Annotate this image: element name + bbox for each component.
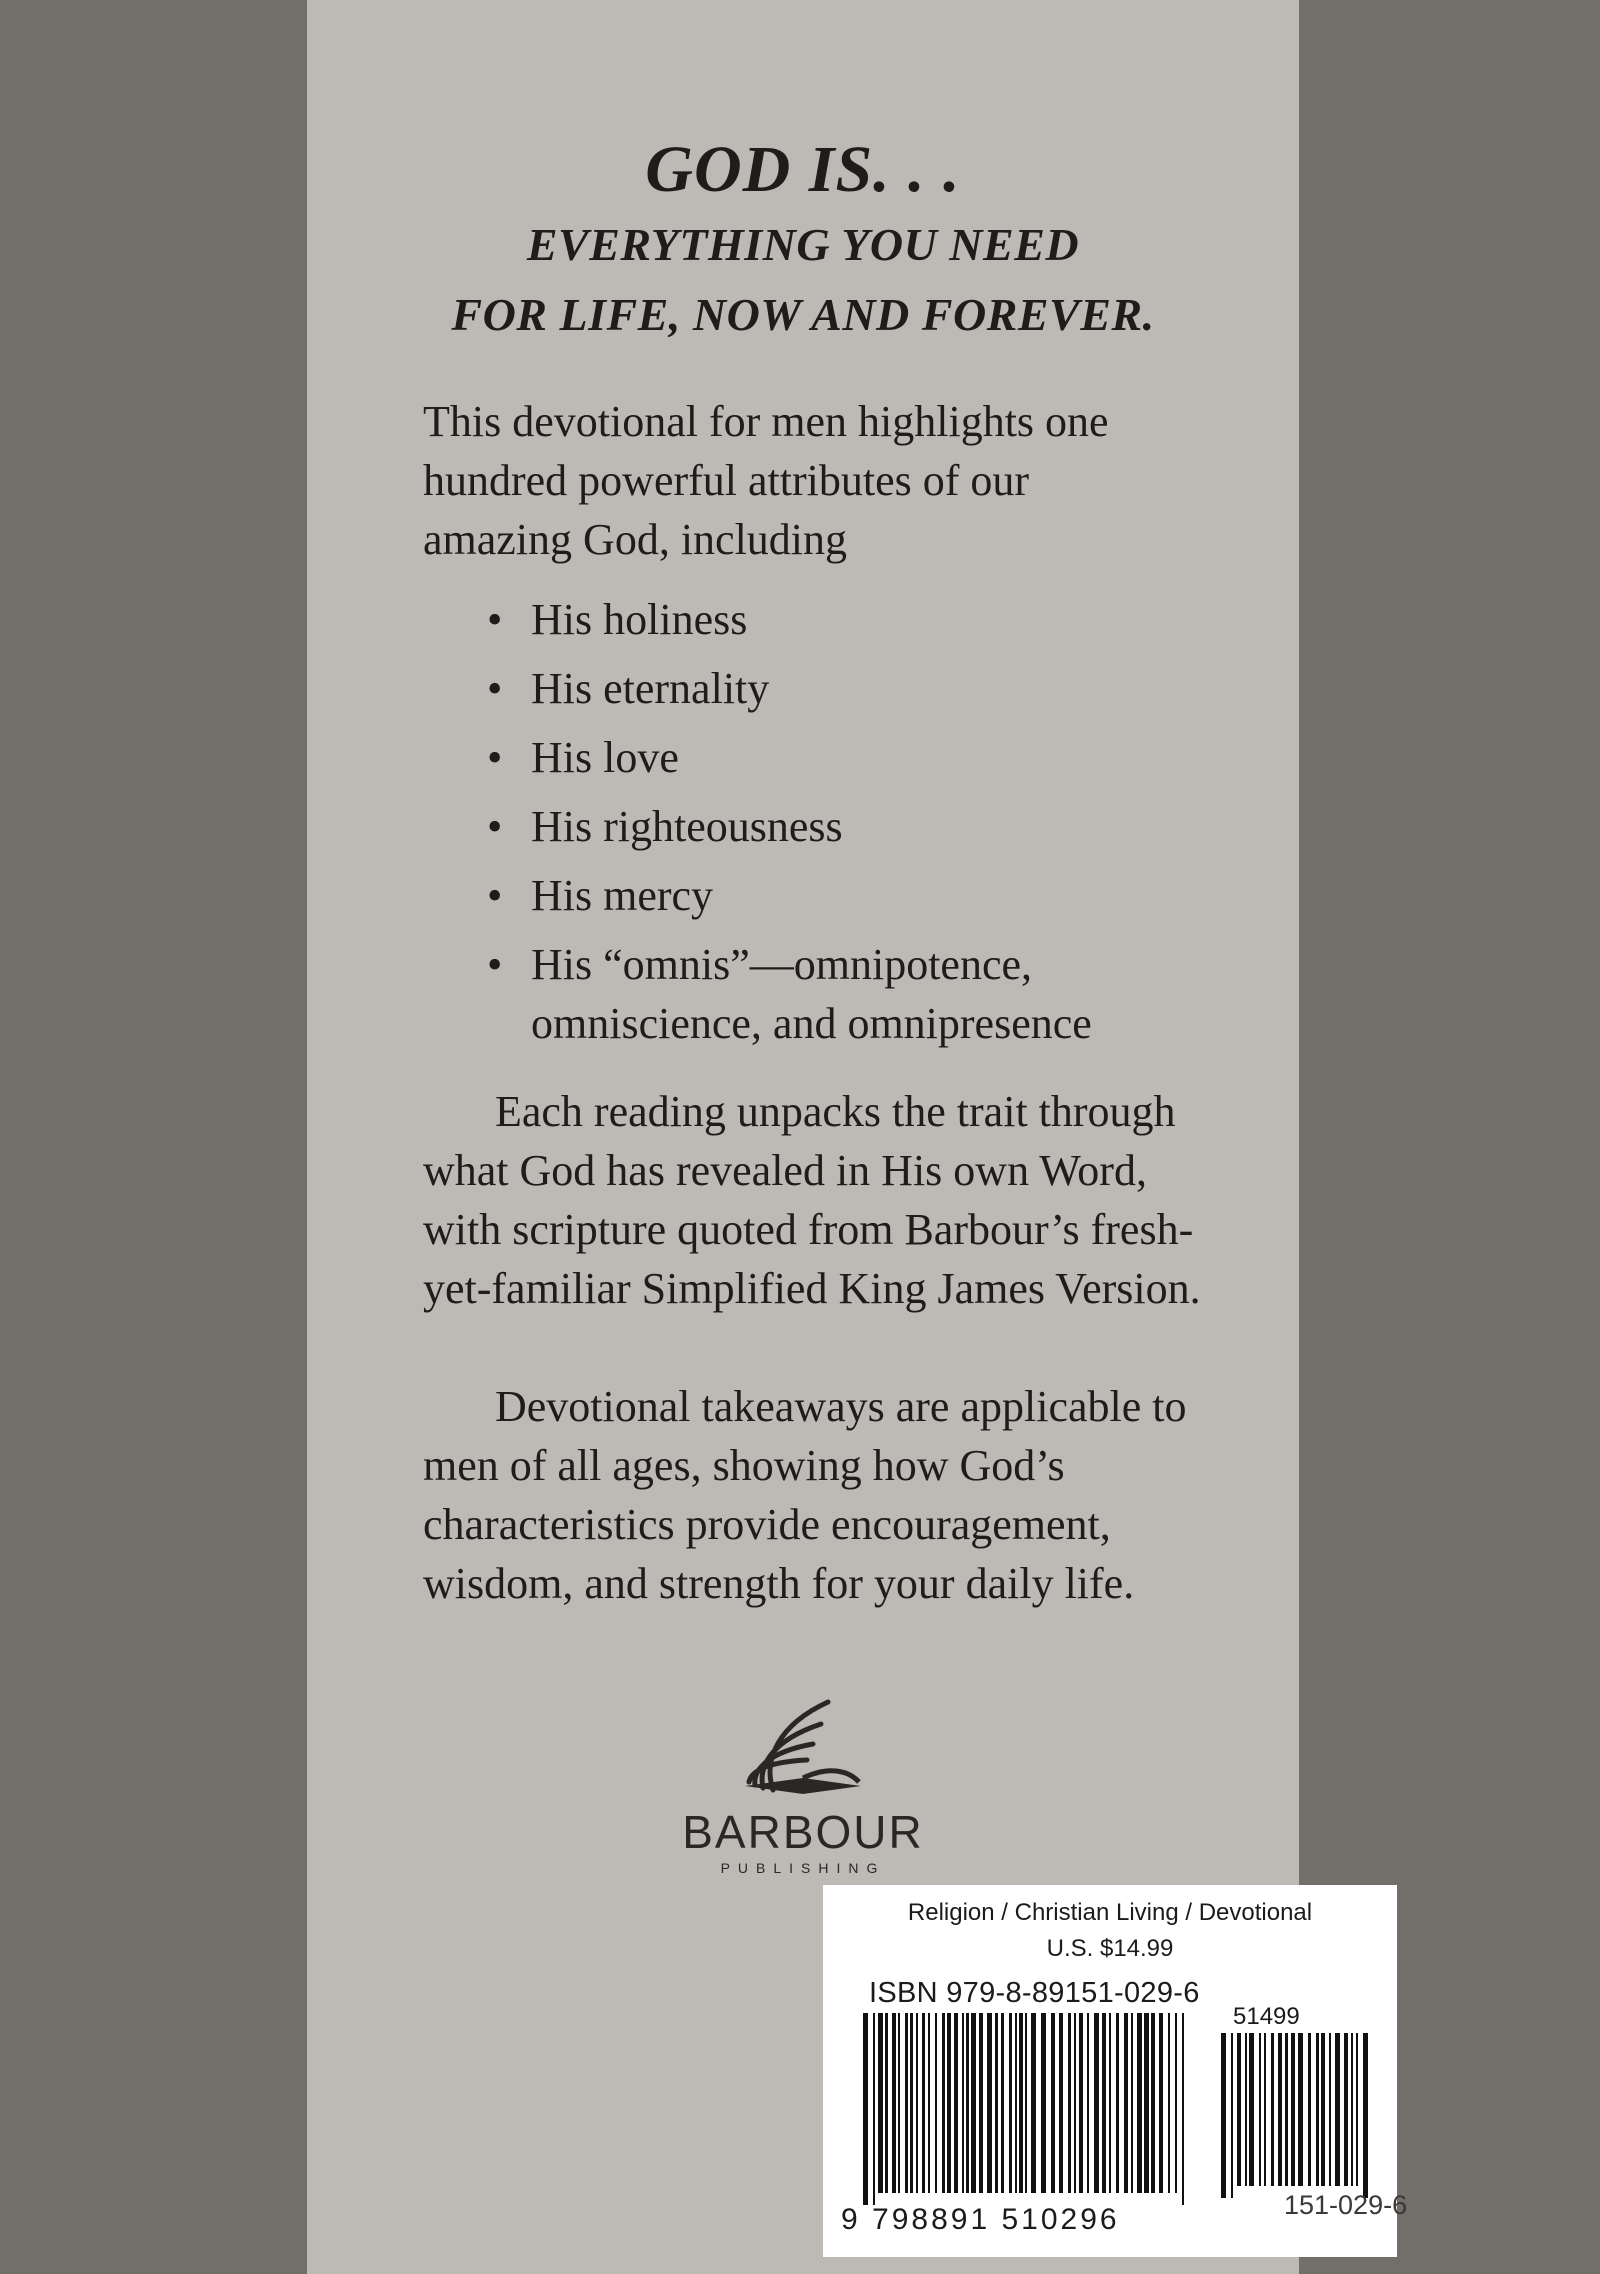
list-item-text: His love <box>531 733 679 782</box>
list-item-text: His holiness <box>531 595 748 644</box>
list-item-text: His eternality <box>531 664 770 713</box>
list-item <box>487 797 1187 856</box>
book-category: Religion / Christian Living / Devotional <box>907 1899 1313 1926</box>
list-item <box>487 659 1187 718</box>
price-code: 51499 <box>1233 2003 1300 2030</box>
list-item <box>487 935 1187 1053</box>
open-book-pages-icon <box>733 1690 873 1800</box>
spine-code: 151-029-6 <box>1284 2190 1408 2220</box>
headline-line-3: FOR LIFE, NOW AND FOREVER. <box>451 289 1155 340</box>
list-item <box>487 590 1187 649</box>
publisher-subtitle: PUBLISHING <box>720 1860 886 1876</box>
body-paragraph-2: Devotional takeaways are applicable to men of all ages, showing how God’s characteristics provide encouragement, wisdom, and strength for your daily life. <box>423 1382 1187 1608</box>
bullet-icon: • <box>487 940 503 989</box>
barcode-digits: 9 798891 510296 <box>841 2203 1120 2236</box>
publisher-logo <box>307 1690 1299 1876</box>
list-item <box>487 728 1187 787</box>
bullet-icon: • <box>487 595 503 644</box>
back-cover-center-panel <box>307 0 1313 2274</box>
list-item-text: His righteousness <box>531 802 843 851</box>
bullet-icon: • <box>487 733 503 782</box>
body-paragraph-1: Each reading unpacks the trait through what God has revealed in His own Word, with scripture quoted from Barbour’s fresh-yet-familiar Simplified King James Version. <box>423 1087 1201 1313</box>
intro-text: This devotional for men highlights one hundred powerful attributes of our amazing God, including <box>423 397 1109 564</box>
bullet-icon: • <box>487 871 503 920</box>
list-item <box>487 866 1187 925</box>
left-side-panel <box>0 0 307 2274</box>
bullet-icon: • <box>487 664 503 713</box>
publisher-name: BARBOUR <box>682 1806 924 1858</box>
list-item-continuation: omniscience, and omnipresence <box>531 999 1092 1048</box>
list-item-text: His mercy <box>531 871 714 920</box>
isbn-barcode-icon <box>863 2013 1193 2205</box>
headline-line-2: EVERYTHING YOU NEED <box>526 219 1080 270</box>
list-item-text: His “omnis”—omnipotence, <box>531 940 1033 989</box>
isbn-text: ISBN 979-8-89151-029-6 <box>869 1977 1200 2009</box>
price-barcode-icon <box>1221 2033 1371 2198</box>
headline-line-1: GOD IS. . . <box>645 133 961 206</box>
attribute-list <box>487 590 1187 1063</box>
bullet-icon: • <box>487 802 503 851</box>
book-price: U.S. $14.99 <box>1046 1935 1174 1962</box>
headline <box>307 130 1299 350</box>
